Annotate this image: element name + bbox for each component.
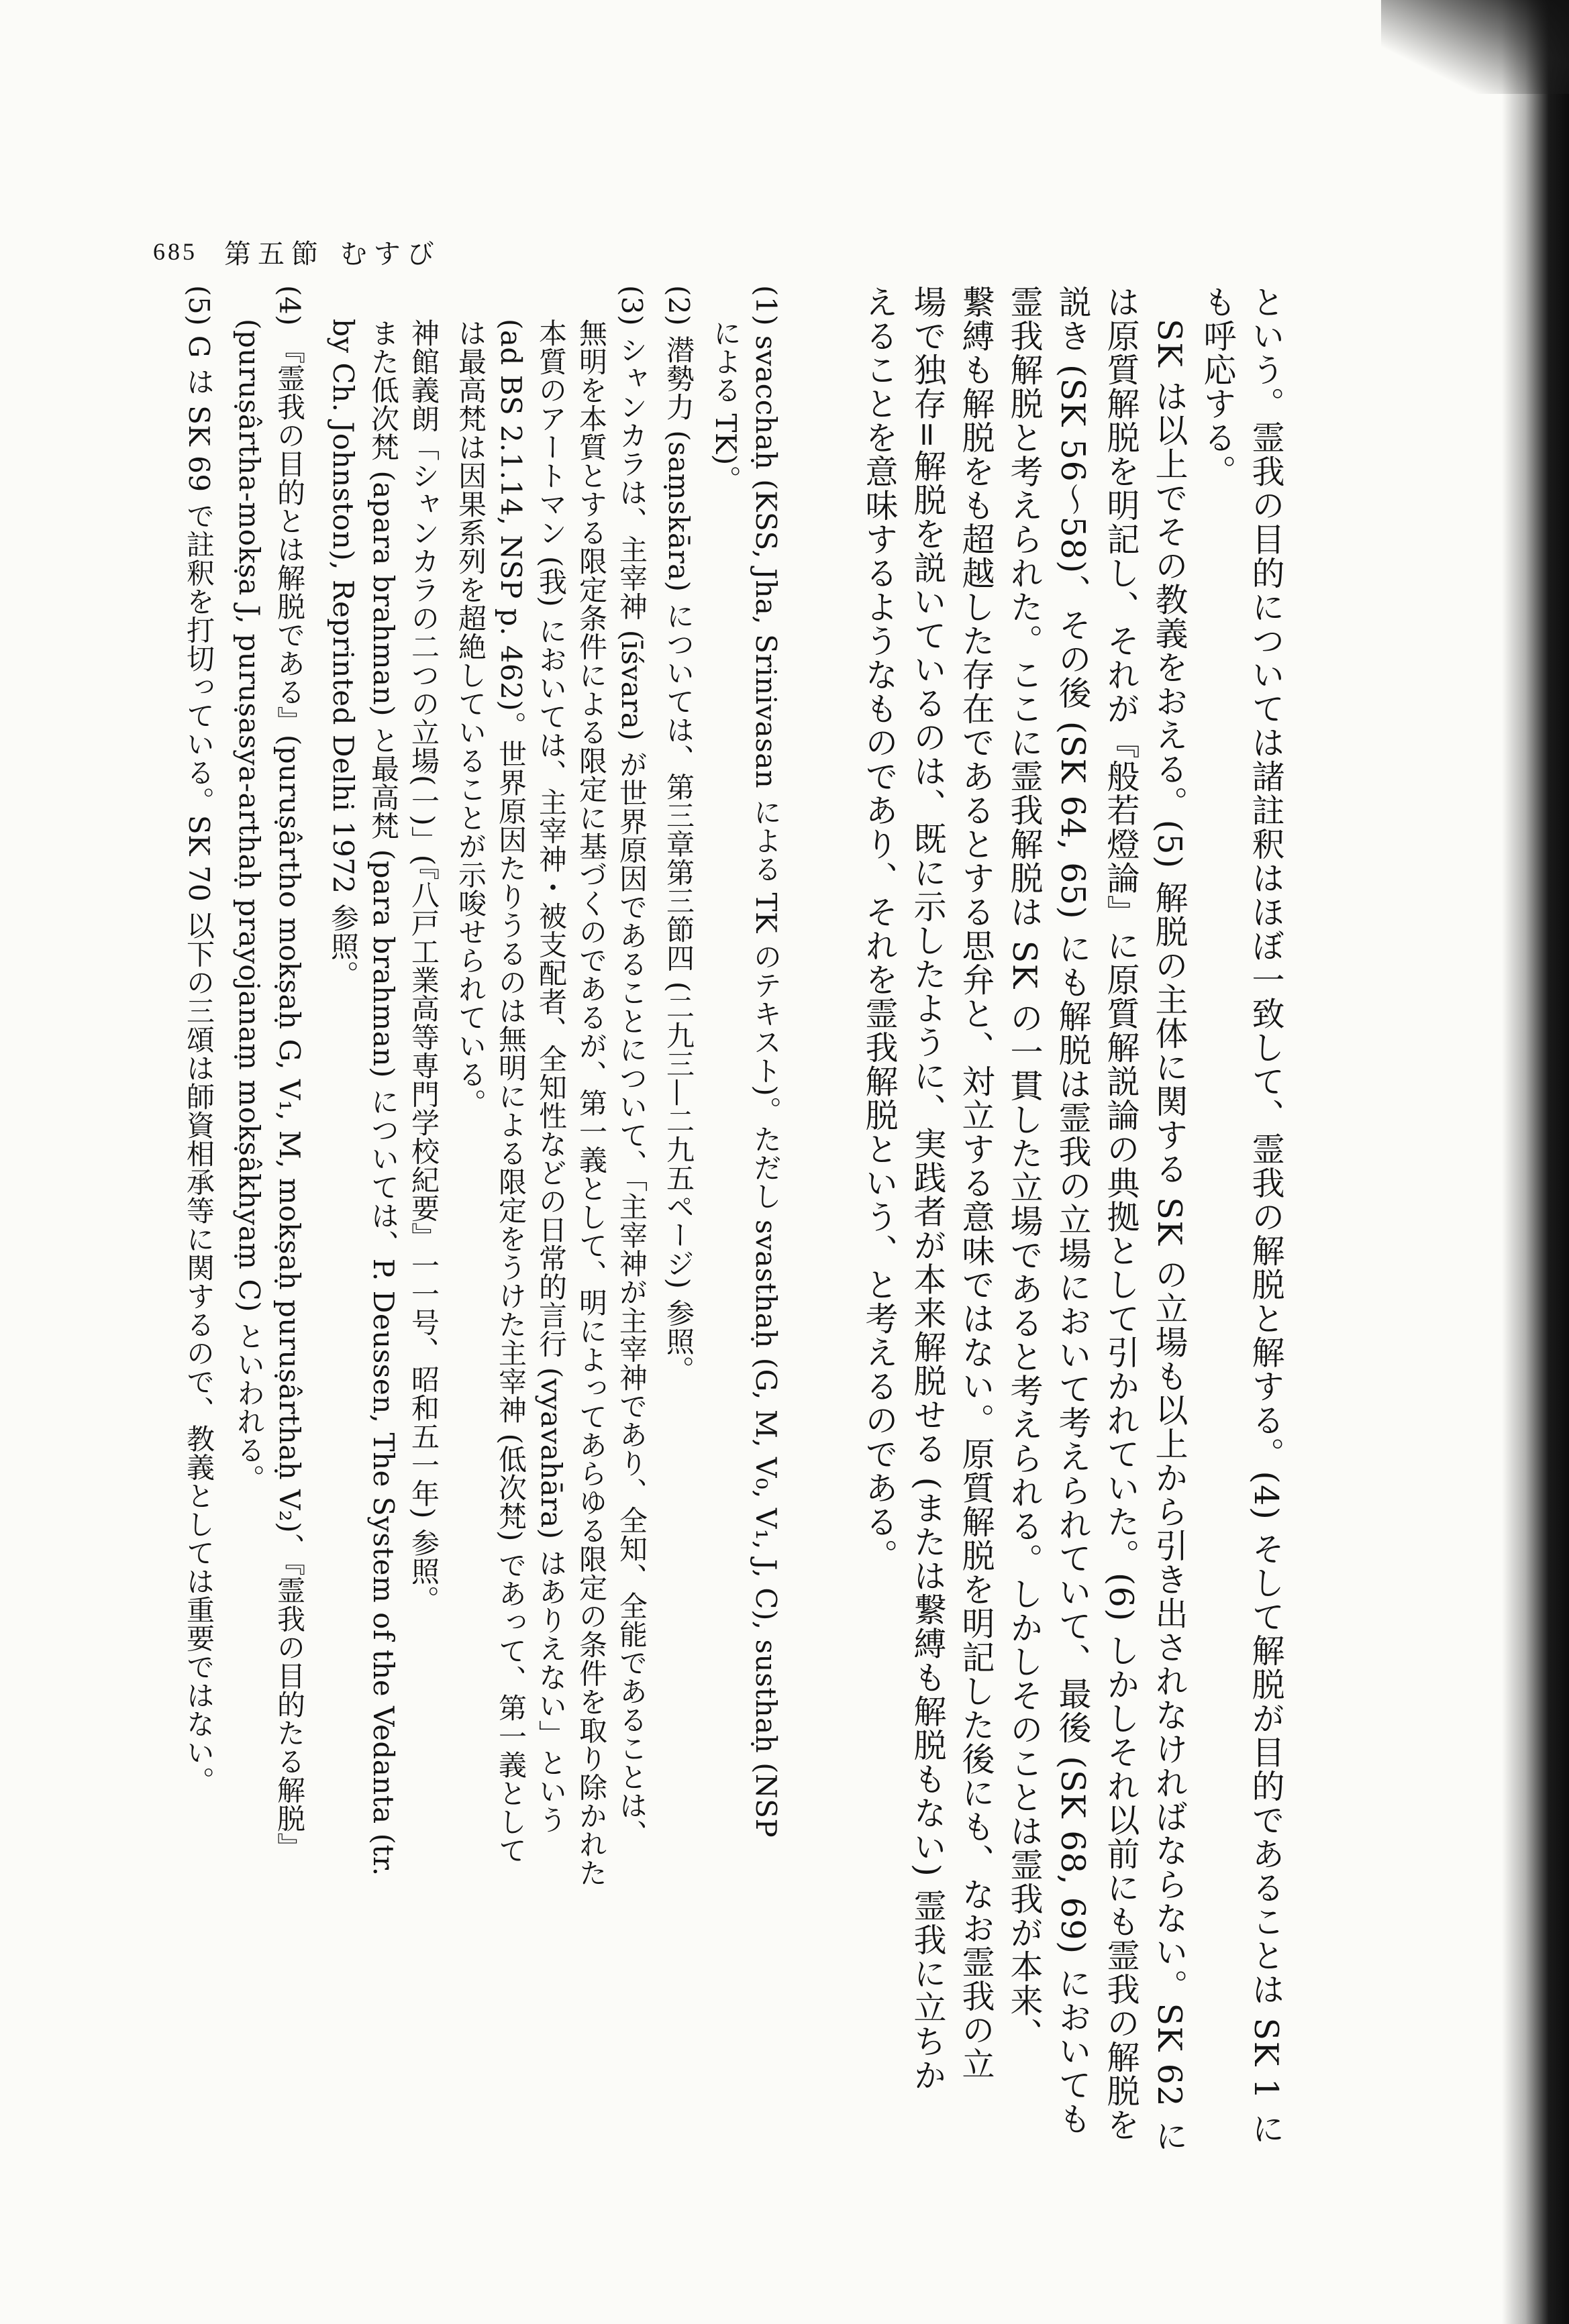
body-line: 霊我解脱と考えられた。ここに霊我解脱は SK の一貫した立場であると考えられる。しかしそのことは霊我が本来、 xyxy=(1005,285,1044,2052)
note-line: による TK)。 xyxy=(709,319,742,494)
body-line: 説き (SK 56〜58)、その後 (SK 64, 65) にも解脱は霊我の立場において考えられていて、最後 (SK 68, 69) においても xyxy=(1054,285,1092,2136)
body-line: は原質解脱を明記し、それが『般若燈論』に原質解説論の典拠として引かれていた。(6) しかしそれ以前にも霊我の解脱を xyxy=(1102,285,1140,2142)
note-line: (2) 潜勢力 (saṃskāra) については、第三章第三節四 (二九三—二九五ページ) 参照。 xyxy=(662,285,695,1384)
note-line: (1) svacchaḥ (KSS, Jha, Srinivasan による TK のテキスト)。ただし svasthaḥ (G, M, V₀, V₁, J, C), susthaḥ (NSP xyxy=(750,285,782,1838)
note-line: は最高梵は因果系列を超絶していることが示唆せられている。 xyxy=(454,319,487,1117)
running-header xyxy=(153,231,441,272)
page-number: 685 xyxy=(153,238,197,265)
body-line: も呼応する。 xyxy=(1199,285,1237,488)
note-line: (4) 『霊我の目的とは解脱である』(puruṣârtho mokṣaḥ G, V₁, M, mokṣaḥ puruṣârthaḥ V₂)、『霊我の目的たる解脱』 xyxy=(273,285,306,1862)
body-line: 場で独存=解脱を説いているのは、既に示したように、実践者が本来解脱せる (または繋縛も解脱もない) 霊我に立ちか xyxy=(909,285,947,2093)
note-line: 本質のアートマン (我) においては、主宰神・被支配者、全知性などの日常的言行 (vyavahāra) はありえない」という xyxy=(535,319,568,1834)
body-line: えることを意味するようなものであり、それを霊我解脱という、と考えるのである。 xyxy=(860,285,899,1573)
body-line: 繋縛も解脱をも超越した存在であるとする思弁と、対立する意味ではない。原質解脱を明記した後にも、なお霊我の立 xyxy=(957,285,995,2081)
note-line: (ad BS 2.1.14, NSP p. 462)。世界原因たりうるのは無明による限定をうけた主宰神 (低次梵) であって、第一義として xyxy=(495,319,527,1865)
note-line: また低次梵 (apara brahman) と最高梵 (para brahman) については、P. Deussen, The System of the Vedanta (tr. xyxy=(367,319,400,1877)
note-line: (puruṣârtha-mokṣa J, puruṣasya-arthaḥ prayojanaṃ mokṣâkhyaṃ C) といわれる。 xyxy=(233,319,266,1493)
note-line: 神館義朗「シャンカラの二つの立場(一)」(『八戸工業高等専門学校紀要』一一号、昭和五一年) 参照。 xyxy=(407,319,440,1614)
note-line: by Ch. Johnston), Reprinted Delhi 1972 参照。 xyxy=(327,319,360,989)
body-line: SK は以上でその教義をおえる。(5) 解脱の主体に関する SK の立場も以上から引き出されなければならない。SK 62 に xyxy=(1150,319,1188,2153)
binding-shadow-corner xyxy=(1381,0,1569,94)
section-title: 第五節 むすび xyxy=(224,238,441,270)
note-line: (5) G は SK 69 で註釈を打切っている。SK 70 以下の三頌は師資相承等に関するので、教義としては重要ではない。 xyxy=(183,285,215,1795)
note-line: (3) シャンカラは、主宰神 (īśvara) が世界原因であることについて、「主宰神が主宰神であり、全知、全能であることは、 xyxy=(615,285,648,1848)
body-line: という。霊我の目的については諸註釈はほぼ一致して、霊我の解脱と解する。(4) そして解脱が目的であることは SK 1 に xyxy=(1247,285,1285,2146)
binding-shadow xyxy=(1502,0,1569,2324)
note-line: 無明を本質とする限定条件による限定に基づくのであるが、第一義として、明によってあらゆる限定の条件を取り除かれた xyxy=(575,319,608,1887)
